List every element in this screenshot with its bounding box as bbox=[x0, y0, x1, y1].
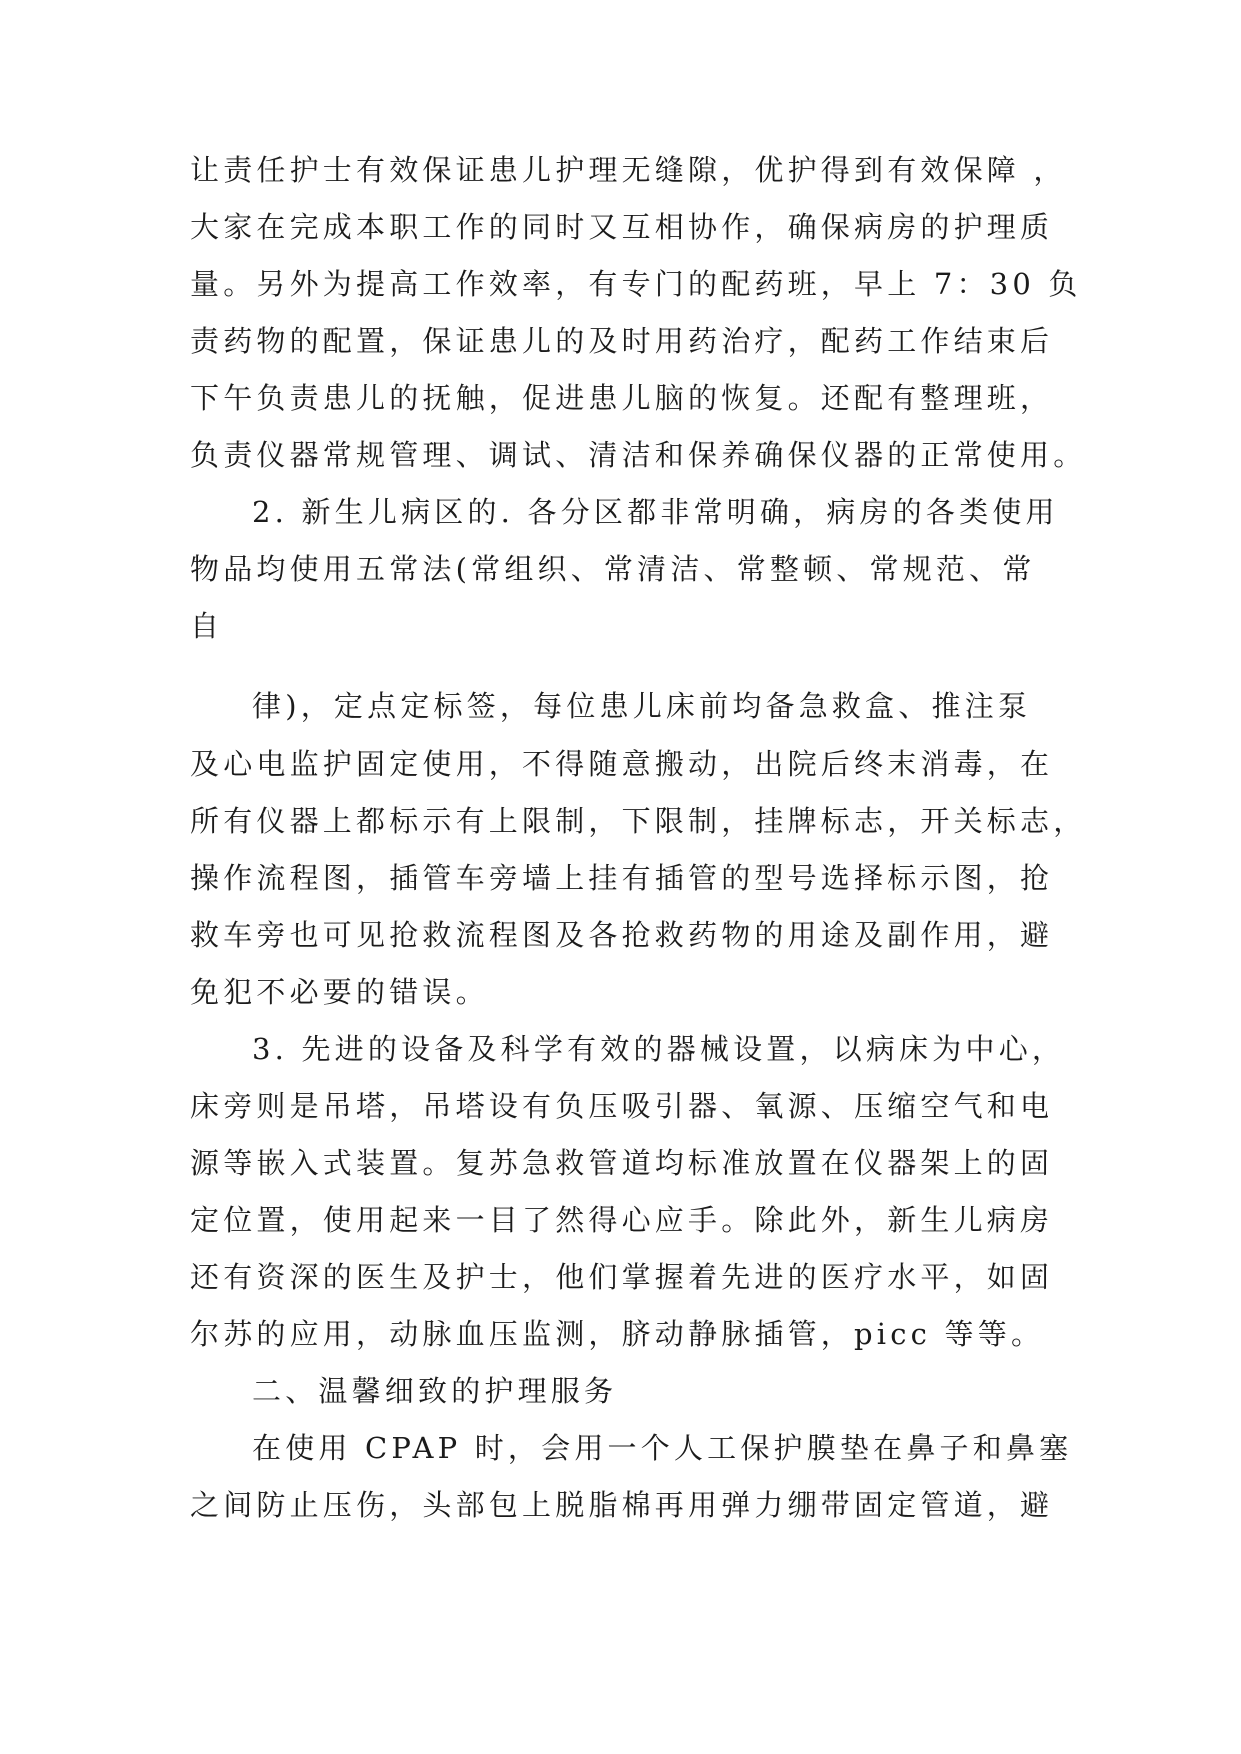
text-line-12: 所有仪器上都标示有上限制，下限制，挂牌标志，开关标志， bbox=[190, 804, 1087, 838]
text-line-14: 救车旁也可见抢救流程图及各抢救药物的用途及副作用，避 bbox=[190, 918, 1054, 952]
text-line-4: 责药物的配置，保证患儿的及时用药治疗，配药工作结束后 bbox=[190, 324, 1054, 358]
text-line-2: 大家在完成本职工作的同时又互相协作，确保病房的护理质 bbox=[190, 210, 1054, 244]
text-line-3: 量。另外为提高工作效率，有专门的配药班，早上 7：30 负 bbox=[190, 267, 1082, 301]
section-heading: 二、温馨细致的护理服务 bbox=[252, 1374, 618, 1408]
text-line-8: 物品均使用五常法(常组织、常清洁、常整顿、常规范、常 bbox=[190, 552, 1036, 586]
text-line-21: 尔苏的应用，动脉血压监测，脐动静脉插管，picc 等等。 bbox=[190, 1317, 1045, 1351]
text-line-13: 操作流程图，插管车旁墙上挂有插管的型号选择标示图，抢 bbox=[190, 861, 1054, 895]
text-line-15: 免犯不必要的错误。 bbox=[190, 975, 489, 1009]
text-line-16: 3. 先进的设备及科学有效的器械设置，以病床为中心， bbox=[252, 1032, 1066, 1066]
text-line-5: 下午负责患儿的抚触，促进患儿脑的恢复。还配有整理班， bbox=[190, 381, 1054, 415]
text-line-11: 及心电监护固定使用，不得随意搬动，出院后终末消毒，在 bbox=[190, 747, 1054, 781]
text-line-7: 2. 新生儿病区的. 各分区都非常明确，病房的各类使用 bbox=[252, 495, 1059, 529]
text-line-10: 律)，定点定标签，每位患儿床前均备急救盒、推注泵 bbox=[252, 689, 1032, 723]
text-line-18: 源等嵌入式装置。复苏急救管道均标准放置在仪器架上的固 bbox=[190, 1146, 1054, 1180]
text-line-17: 床旁则是吊塔，吊塔设有负压吸引器、氧源、压缩空气和电 bbox=[190, 1089, 1054, 1123]
text-line-24: 之间防止压伤，头部包上脱脂棉再用弹力绷带固定管道，避 bbox=[190, 1488, 1054, 1522]
text-line-20: 还有资深的医生及护士，他们掌握着先进的医疗水平，如固 bbox=[190, 1260, 1054, 1294]
text-line-9: 自 bbox=[190, 609, 224, 643]
text-line-1: 让责任护士有效保证患儿护理无缝隙，优护得到有效保障 ， bbox=[190, 153, 1067, 187]
text-line-19: 定位置，使用起来一目了然得心应手。除此外，新生儿病房 bbox=[190, 1203, 1054, 1237]
text-line-23: 在使用 CPAP 时，会用一个人工保护膜垫在鼻子和鼻塞 bbox=[252, 1431, 1073, 1465]
text-line-6: 负责仪器常规管理、调试、清洁和保养确保仪器的正常使用。 bbox=[190, 438, 1087, 472]
